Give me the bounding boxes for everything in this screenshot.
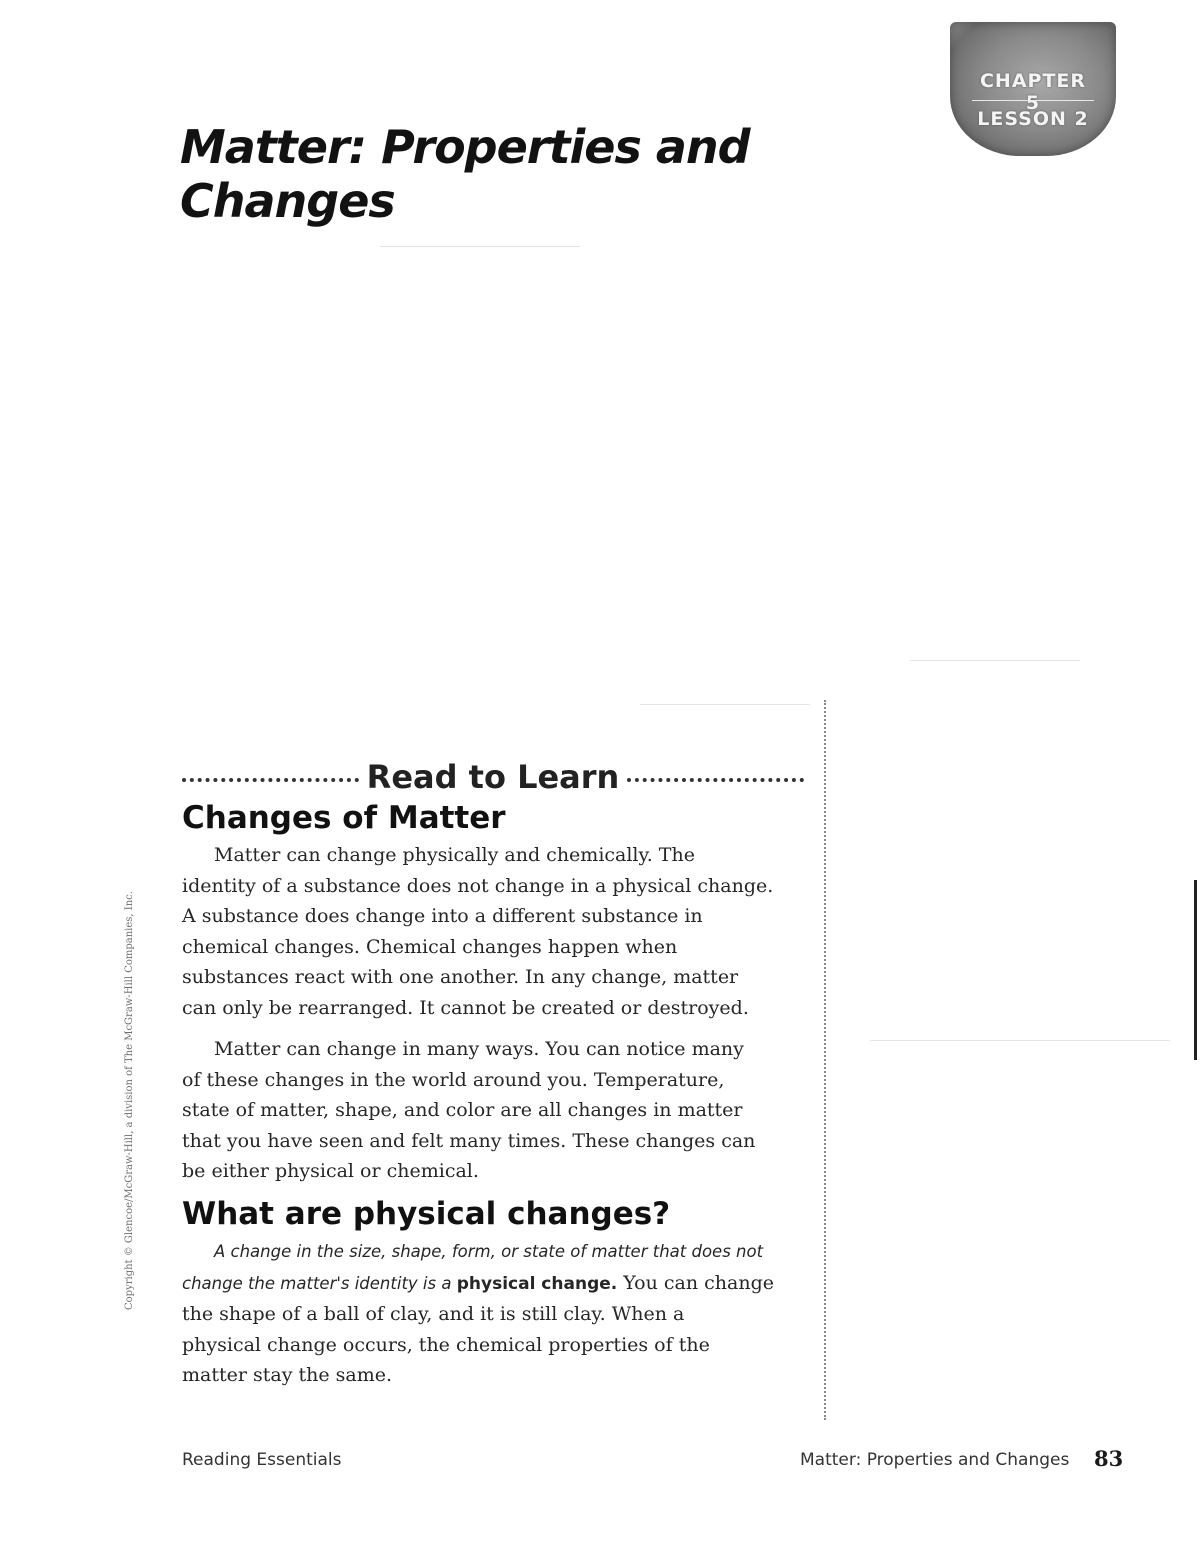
- read-to-learn-banner: [182, 758, 804, 796]
- faint-rule: [910, 660, 1080, 661]
- text-line: of these changes in the world around you. Temperature,: [182, 1068, 725, 1091]
- page-title-line-2: Changes: [180, 174, 395, 228]
- vocabulary-term-physical-change: physical change.: [456, 1273, 618, 1294]
- faint-rule: [640, 704, 810, 705]
- footer-book-title: Reading Essentials: [182, 1450, 342, 1470]
- read-to-learn-label: Read to Learn: [366, 758, 620, 796]
- banner-dots-left: [182, 778, 359, 782]
- badge-divider: [972, 100, 1094, 101]
- paragraph-physical-changes: [182, 1236, 802, 1391]
- text-line: that you have seen and felt many times. These changes can: [182, 1129, 756, 1152]
- text-line: state of matter, shape, and color are all changes in matter: [182, 1099, 743, 1121]
- paragraph-changes-of-matter-2: [182, 1034, 802, 1187]
- scan-edge-mark: [1194, 880, 1197, 1060]
- text-line: can only be rearranged. It cannot be created or destroyed.: [182, 996, 749, 1019]
- section-heading-changes-of-matter: Changes of Matter: [182, 800, 506, 836]
- faint-rule: [380, 246, 580, 247]
- text-line: A substance does change into a different substance in: [182, 905, 703, 927]
- definition-line-2: change the matter's identity is a: [182, 1273, 457, 1293]
- text-line: Matter can change in many ways. You can notice many: [214, 1038, 744, 1060]
- copyright-notice: Copyright © Glencoe/McGraw-Hill, a division of The McGraw-Hill Companies, Inc.: [124, 891, 135, 1310]
- definition-line-1: A change in the size, shape, form, or state of matter that does not: [214, 1242, 764, 1261]
- page-title-line-1: Matter: Properties and: [180, 120, 750, 174]
- paragraph-changes-of-matter-1: [182, 840, 802, 1023]
- text-line: matter stay the same.: [182, 1364, 393, 1386]
- page-title: [180, 120, 750, 228]
- text-line: chemical changes. Chemical changes happen when: [182, 935, 678, 958]
- text-line: You can change: [617, 1271, 774, 1294]
- margin-dotted-rule: [824, 700, 826, 1420]
- text-line: identity of a substance does not change in a physical change.: [182, 874, 774, 897]
- lesson-label: LESSON 2: [977, 108, 1089, 130]
- text-line: the shape of a ball of clay, and it is still clay. When a: [182, 1303, 685, 1325]
- chapter-label: CHAPTER 5: [979, 70, 1087, 114]
- faint-rule: [870, 1040, 1170, 1041]
- text-line: physical change occurs, the chemical properties of the: [182, 1333, 710, 1356]
- chapter-lesson-badge: [950, 22, 1116, 156]
- text-line: Matter can change physically and chemically. The: [214, 844, 695, 866]
- page-number: 83: [1094, 1446, 1124, 1471]
- section-heading-physical-changes: What are physical changes?: [182, 1196, 671, 1232]
- text-line: substances react with one another. In any change, matter: [182, 966, 739, 988]
- text-line: be either physical or chemical.: [182, 1160, 479, 1182]
- banner-dots-right: [627, 778, 804, 782]
- footer-chapter-title: Matter: Properties and Changes: [800, 1450, 1070, 1470]
